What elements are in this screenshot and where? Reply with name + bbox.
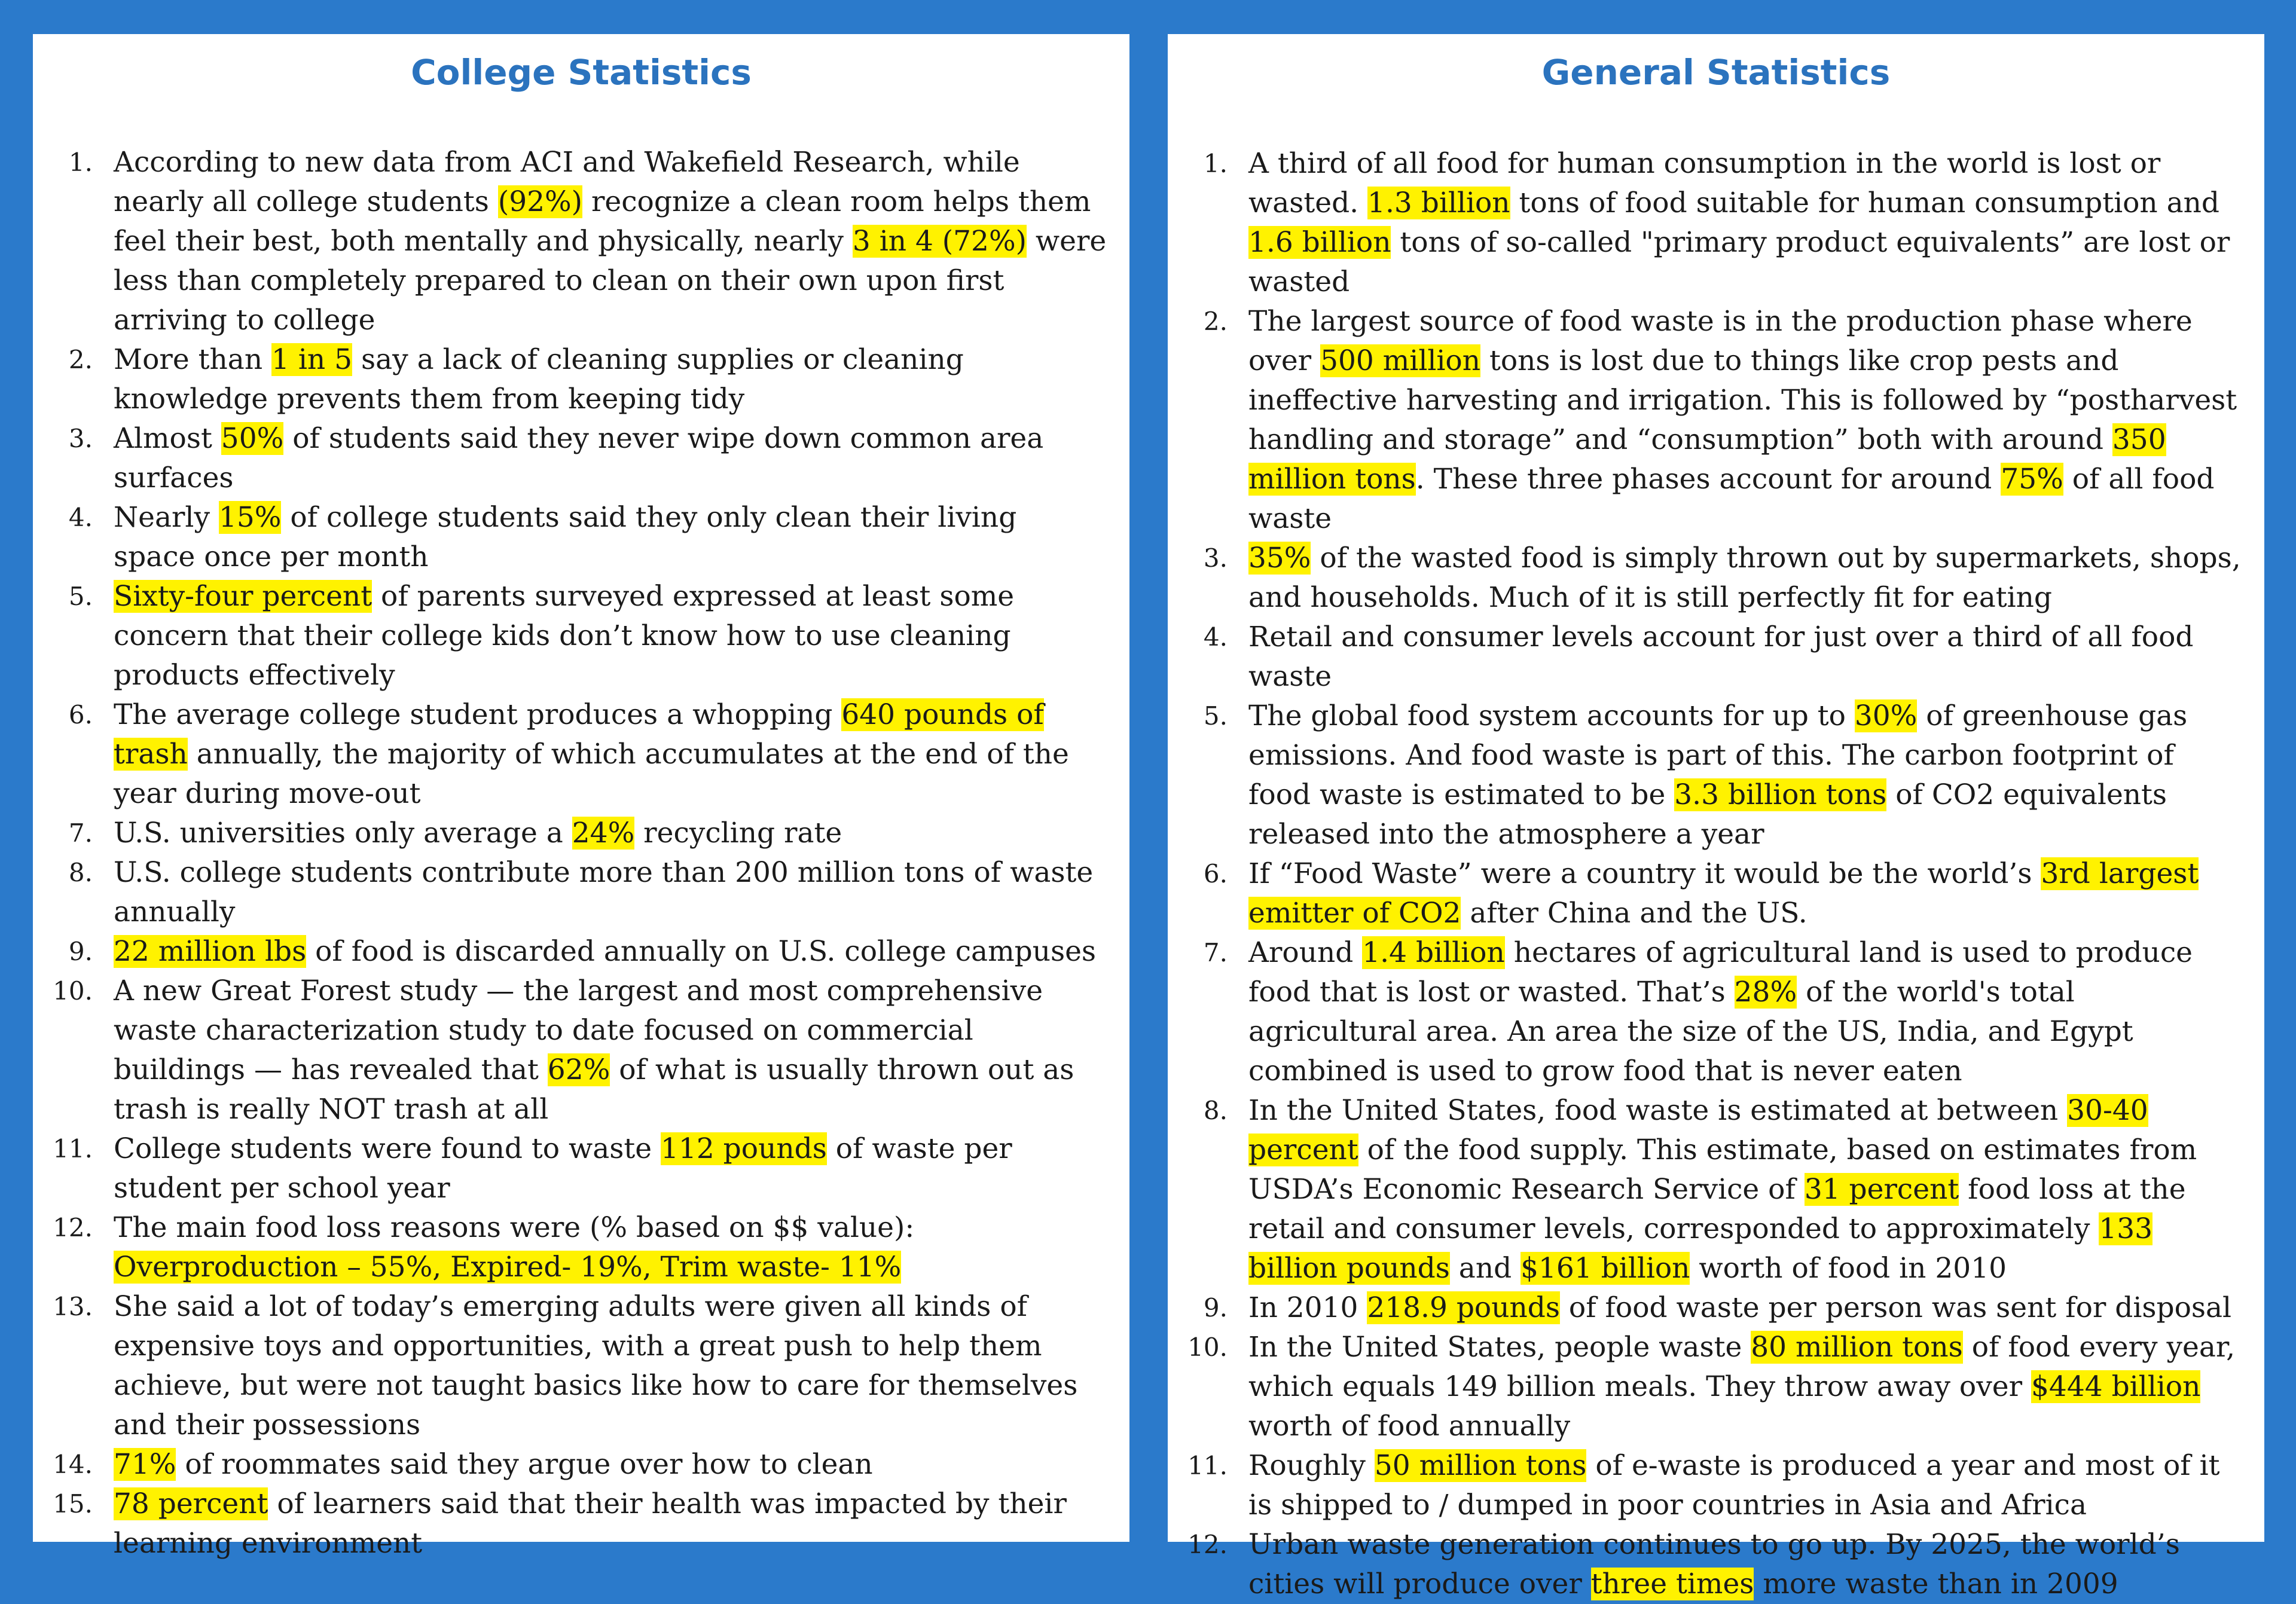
item-text: More than <box>114 343 272 376</box>
item-text: She said a lot of today’s emerging adults were given all kinds of expensive toys and opportunities, with a great push to help them achieve, but were not taught basics like how to care for themselves and their possessions <box>114 1290 1078 1441</box>
highlighted-stat: 1.6 billion <box>1248 226 1391 259</box>
list-item <box>1168 1446 2264 1525</box>
item-text: and <box>1449 1252 1521 1285</box>
item-number: 6. <box>68 700 93 729</box>
item-text: worth of food annually <box>1248 1410 1571 1443</box>
list-item <box>33 1129 1129 1208</box>
highlighted-stat: 31 percent <box>1804 1173 1959 1206</box>
item-text: recognize a clean room helps them feel their best, both mentally and physically, nearly <box>114 185 1091 258</box>
list-item <box>33 1484 1129 1563</box>
highlighted-stat: (92%) <box>497 185 582 218</box>
item-text: of e-waste is produced a year and most of it is shipped to / dumped in poor countries in Asia and Africa <box>1248 1449 2220 1521</box>
item-text: more waste than in 2009 <box>1754 1568 2118 1600</box>
highlighted-stat: 1.3 billion <box>1367 187 1510 219</box>
item-number: 6. <box>1203 859 1228 888</box>
highlighted-stat: $444 billion <box>2031 1370 2201 1403</box>
item-text: of students said they never wipe down common area surfaces <box>114 422 1044 494</box>
item-text: of the world's total agricultural area. An area the size of the US, India, and Egypt combined is used to grow food that is never eaten <box>1248 976 2133 1087</box>
item-text: tons is lost due to things like crop pests and ineffective harvesting and irrigation. This is followed by “postharvest handling and storage” and “consumption” both with around <box>1248 344 2237 456</box>
highlighted-stat: 78 percent <box>114 1487 268 1520</box>
highlighted-stat: 1 in 5 <box>271 343 353 376</box>
item-text: of food is discarded annually on U.S. college campuses <box>306 935 1097 968</box>
item-number: 14. <box>53 1450 93 1479</box>
item-text: A new Great Forest study — the largest and most comprehensive waste characterization study to date focused on commercial buildings — has revealed that <box>114 974 1043 1086</box>
list-item <box>33 419 1129 498</box>
list-item <box>1168 302 2264 539</box>
item-text: In 2010 <box>1248 1291 1367 1324</box>
item-text: of what is usually thrown out as trash is really NOT trash at all <box>114 1053 1074 1126</box>
item-text: Around <box>1248 936 1363 969</box>
highlighted-stat: $161 billion <box>1521 1252 1690 1285</box>
highlighted-stat: 71% <box>114 1448 176 1481</box>
item-number: 11. <box>1187 1451 1228 1480</box>
highlighted-stat: 218.9 pounds <box>1367 1291 1560 1324</box>
item-text: of waste per student per school year <box>114 1132 1012 1205</box>
item-number: 12. <box>1187 1530 1228 1559</box>
list-item <box>1168 1525 2264 1604</box>
statistics-list <box>1168 144 2264 1604</box>
list-item <box>33 853 1129 932</box>
list-item <box>33 695 1129 814</box>
item-text: In the United States, people waste <box>1248 1331 1751 1364</box>
item-text: of parents surveyed expressed at least some concern that their college kids don’t know how to use cleaning products effectively <box>114 580 1015 692</box>
item-text: If “Food Waste” were a country it would be the world’s <box>1248 857 2041 890</box>
highlighted-stat: 75% <box>2001 463 2063 496</box>
item-number: 12. <box>53 1213 93 1242</box>
highlighted-stat: 3 in 4 (72%) <box>852 225 1027 258</box>
item-text: According to new data from ACI and Wakefield Research, while nearly all college students <box>114 146 1020 218</box>
item-number: 7. <box>1203 938 1228 967</box>
item-text: Almost <box>114 422 221 455</box>
highlighted-stat: 640 pounds of trash <box>114 698 1044 771</box>
highlighted-stat: 500 million <box>1320 344 1480 377</box>
list-item <box>1168 1288 2264 1328</box>
item-number: 5. <box>68 582 93 611</box>
item-text: of the food supply. This estimate, based on estimates from USDA’s Economic Research Service of <box>1248 1134 2197 1206</box>
item-number: 4. <box>1203 622 1228 652</box>
list-item <box>33 498 1129 577</box>
highlighted-stat: 350 million tons <box>1248 423 2166 496</box>
highlighted-stat: 35% <box>1248 542 1311 575</box>
item-number: 15. <box>53 1489 93 1519</box>
item-text: of college students said they only clean their living space once per month <box>114 501 1017 573</box>
item-text: In the United States, food waste is estimated at between <box>1248 1094 2068 1127</box>
item-text: after China and the US. <box>1461 897 1808 930</box>
highlighted-stat: 3rd largest emitter of CO2 <box>1248 857 2199 930</box>
item-text: Retail and consumer levels account for just over a third of all food waste <box>1248 621 2194 693</box>
list-item <box>1168 618 2264 696</box>
item-number: 11. <box>53 1134 93 1163</box>
item-number: 5. <box>1203 701 1228 731</box>
item-text: of the wasted food is simply thrown out by supermarkets, shops, and households. Much of it is still perfectly fit for eating <box>1248 542 2241 614</box>
list-item <box>33 577 1129 695</box>
panel-title: General Statistics <box>1541 52 1891 93</box>
statistics-list <box>33 143 1129 1563</box>
item-text: of learners said that their health was impacted by their learning environment <box>114 1487 1067 1560</box>
list-item <box>33 971 1129 1129</box>
item-number: 8. <box>68 858 93 887</box>
highlighted-stat: 30% <box>1854 699 1918 732</box>
item-text: food loss at the retail and consumer levels, corresponded to approximately <box>1248 1173 2186 1245</box>
highlighted-stat: three times <box>1590 1568 1754 1600</box>
item-text: The global food system accounts for up to <box>1248 699 1855 732</box>
item-number: 8. <box>1203 1096 1228 1125</box>
list-item <box>1168 854 2264 933</box>
list-item <box>33 814 1129 853</box>
list-item <box>1168 696 2264 854</box>
item-text: Urban waste generation continues to go up. By 2025, the world’s cities will produce over <box>1248 1528 2180 1600</box>
highlighted-stat: 112 pounds <box>661 1132 827 1165</box>
item-text: tons of food suitable for human consumption and <box>1510 187 2219 219</box>
item-text: worth of food in 2010 <box>1690 1252 2007 1285</box>
list-item <box>33 1445 1129 1484</box>
list-item <box>1168 1091 2264 1288</box>
item-text: The average college student produces a whopping <box>114 698 842 731</box>
item-number: 9. <box>68 937 93 966</box>
list-item <box>33 1287 1129 1445</box>
item-text: Nearly <box>114 501 219 534</box>
item-text: of all food waste <box>1248 463 2215 535</box>
item-number: 9. <box>1203 1293 1228 1322</box>
item-text: The largest source of food waste is in the production phase where over <box>1248 305 2193 377</box>
item-text: annually, the majority of which accumulates at the end of the year during move-out <box>114 738 1069 810</box>
highlighted-stat: 22 million lbs <box>114 935 307 968</box>
item-text: of food waste per person was sent for disposal <box>1559 1291 2232 1324</box>
highlighted-stat: 133 billion pounds <box>1248 1212 2153 1285</box>
highlighted-stat: 24% <box>572 817 635 850</box>
panel-title: College Statistics <box>411 52 752 93</box>
item-text: of roommates said they argue over how to clean <box>176 1448 873 1481</box>
item-number: 1. <box>68 148 93 177</box>
item-text: hectares of agricultural land is used to produce food that is lost or wasted. That’s <box>1248 936 2193 1009</box>
item-text: . These three phases account for around <box>1415 463 2001 496</box>
item-number: 10. <box>53 976 93 1006</box>
highlighted-stat: 30-40 percent <box>1248 1094 2148 1166</box>
list-item <box>1168 539 2264 618</box>
highlighted-stat: Overproduction – 55%, Expired- 19%, Trim waste- 11% <box>114 1251 902 1284</box>
general-statistics-panel <box>1168 34 2264 1600</box>
highlighted-stat: 50 million tons <box>1374 1449 1587 1482</box>
item-text: of CO2 equivalents released into the atmosphere a year <box>1248 778 2167 851</box>
list-item <box>33 1208 1129 1287</box>
item-text: Roughly <box>1248 1449 1375 1482</box>
highlighted-stat: 15% <box>218 501 282 534</box>
item-text: College students were found to waste <box>114 1132 661 1165</box>
highlighted-stat: 62% <box>547 1053 610 1086</box>
list-item <box>33 932 1129 971</box>
highlighted-stat: 50% <box>221 422 284 455</box>
list-item <box>33 340 1129 419</box>
item-text: tons of so-called "primary product equivalents” are lost or wasted <box>1248 226 2230 298</box>
item-text: A third of all food for human consumption in the world is lost or wasted. <box>1248 147 2161 219</box>
college-statistics-panel <box>33 34 1129 1560</box>
item-number: 4. <box>68 503 93 532</box>
item-number: 13. <box>53 1292 93 1321</box>
highlighted-stat: 3.3 billion tons <box>1674 778 1887 811</box>
highlighted-stat: 28% <box>1734 976 1797 1009</box>
item-number: 3. <box>68 424 93 453</box>
highlighted-stat: 80 million tons <box>1751 1331 1963 1364</box>
item-number: 3. <box>1203 543 1228 573</box>
item-text: of food every year, which equals 149 billion meals. They throw away over <box>1248 1331 2236 1403</box>
highlighted-stat: 1.4 billion <box>1362 936 1505 969</box>
item-number: 2. <box>68 345 93 374</box>
list-item <box>33 143 1129 340</box>
item-number: 1. <box>1203 149 1228 178</box>
item-number: 10. <box>1187 1333 1228 1362</box>
item-text: say a lack of cleaning supplies or cleaning knowledge prevents them from keeping tidy <box>114 343 964 415</box>
item-text: recycling rate <box>634 817 842 850</box>
item-number: 2. <box>1203 307 1228 336</box>
list-item <box>1168 1328 2264 1446</box>
list-item <box>1168 144 2264 302</box>
item-text: of greenhouse gas emissions. And food waste is part of this. The carbon footprint of food waste is estimated to be <box>1248 699 2188 811</box>
item-number: 7. <box>68 818 93 848</box>
item-text: The main food loss reasons were (% based on $$ value): <box>114 1211 915 1244</box>
item-text: were less than completely prepared to clean on their own upon first arriving to college <box>114 225 1107 337</box>
item-text: U.S. universities only average a <box>114 817 572 850</box>
highlighted-stat: Sixty-four percent <box>114 580 373 613</box>
item-text: U.S. college students contribute more than 200 million tons of waste annually <box>114 856 1094 928</box>
list-item <box>1168 933 2264 1091</box>
